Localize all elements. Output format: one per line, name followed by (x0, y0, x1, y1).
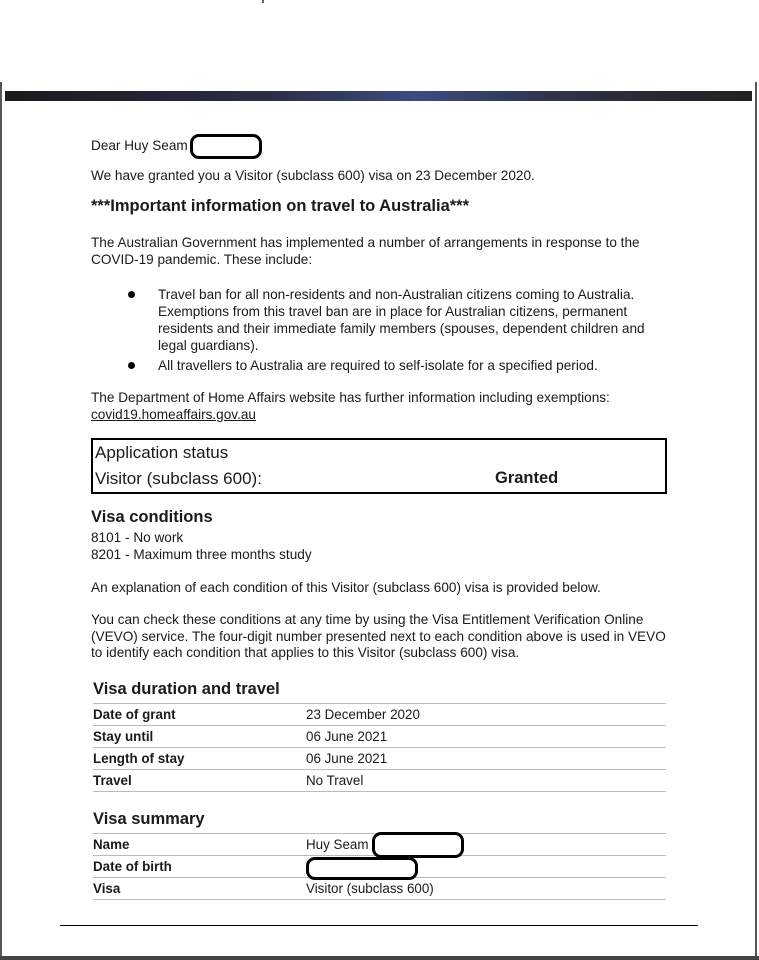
scan-mark (262, 0, 264, 3)
bullet-icon (128, 291, 135, 298)
salutation-text: Dear Huy Seam (91, 138, 188, 154)
row-value: Visitor (subclass 600) (306, 878, 666, 900)
visa-summary-table (93, 833, 666, 900)
department-text: The Department of Home Affairs website has further information including exemptions: (91, 390, 610, 405)
vevo-paragraph: You can check these conditions at any time by using the Visa Entitlement Verification Online (VEVO) service. The four-digit number presented next to each condition above is used in VEVO to identify each condition that applies to this Visitor (subclass 600) visa. (91, 612, 666, 660)
row-key: Date of birth (93, 856, 306, 878)
row-value: No Travel (306, 770, 666, 792)
important-heading: ***Important information on travel to Australia*** (91, 197, 470, 215)
row-value: 06 June 2021 (306, 748, 666, 770)
bullet-text: Travel ban for all non-residents and non-Australian citizens coming to Australia. Exemptions from this travel ban are in place for Australian citizens, permanent residents and their immediate family members (spouses, dependent children and legal guardians). (158, 287, 645, 353)
list-item (91, 286, 666, 354)
department-link[interactable]: covid19.homeaffairs.gov.au (91, 407, 256, 422)
row-key: Travel (93, 770, 306, 792)
row-key: Length of stay (93, 748, 306, 770)
status-value: Granted (495, 469, 559, 487)
conditions-explanation: An explanation of each condition of this Visitor (subclass 600) visa is provided below. (91, 580, 601, 595)
row-key: Date of grant (93, 704, 306, 726)
visa-duration-table (93, 703, 666, 792)
row-value (306, 834, 666, 856)
table-row (93, 770, 666, 792)
page-edge-right (755, 82, 757, 960)
redaction-mark (372, 832, 464, 858)
intro-paragraph: The Australian Government has implemented a number of arrangements in response to the COVID-19 pandemic. These include: (91, 235, 640, 267)
bullet-text: All travellers to Australia are required to self-isolate for a specified period. (158, 358, 598, 373)
bullet-icon (128, 362, 135, 369)
row-value: 23 December 2020 (306, 704, 666, 726)
application-status-box (91, 438, 667, 494)
table-row (93, 834, 666, 856)
visa-duration-heading: Visa duration and travel (93, 680, 280, 698)
grant-statement: We have granted you a Visitor (subclass 600) visa on 23 December 2020. (91, 168, 535, 183)
letterhead-bar (5, 91, 752, 101)
row-key: Name (93, 834, 306, 856)
page-bottom-edge (0, 956, 759, 960)
table-row (93, 704, 666, 726)
page-edge-left (0, 82, 2, 960)
status-title: Application status (95, 443, 229, 462)
condition-item: 8201 - Maximum three months study (91, 547, 312, 562)
row-key: Stay until (93, 726, 306, 748)
redaction-mark (190, 134, 262, 159)
row-key: Visa (93, 878, 306, 900)
status-label: Visitor (subclass 600): (95, 469, 262, 488)
visa-summary-heading: Visa summary (93, 810, 205, 828)
name-value: Huy Seam (306, 837, 369, 852)
row-value: 06 June 2021 (306, 726, 666, 748)
salutation (91, 134, 262, 159)
footer-divider (60, 925, 698, 926)
department-paragraph (91, 389, 671, 423)
table-row (93, 748, 666, 770)
row-value (306, 856, 666, 878)
table-row (93, 856, 666, 878)
visa-conditions-heading: Visa conditions (91, 508, 213, 526)
list-item (91, 357, 666, 374)
table-row (93, 726, 666, 748)
condition-item: 8101 - No work (91, 530, 184, 545)
table-row (93, 878, 666, 900)
bullet-list (91, 286, 666, 377)
